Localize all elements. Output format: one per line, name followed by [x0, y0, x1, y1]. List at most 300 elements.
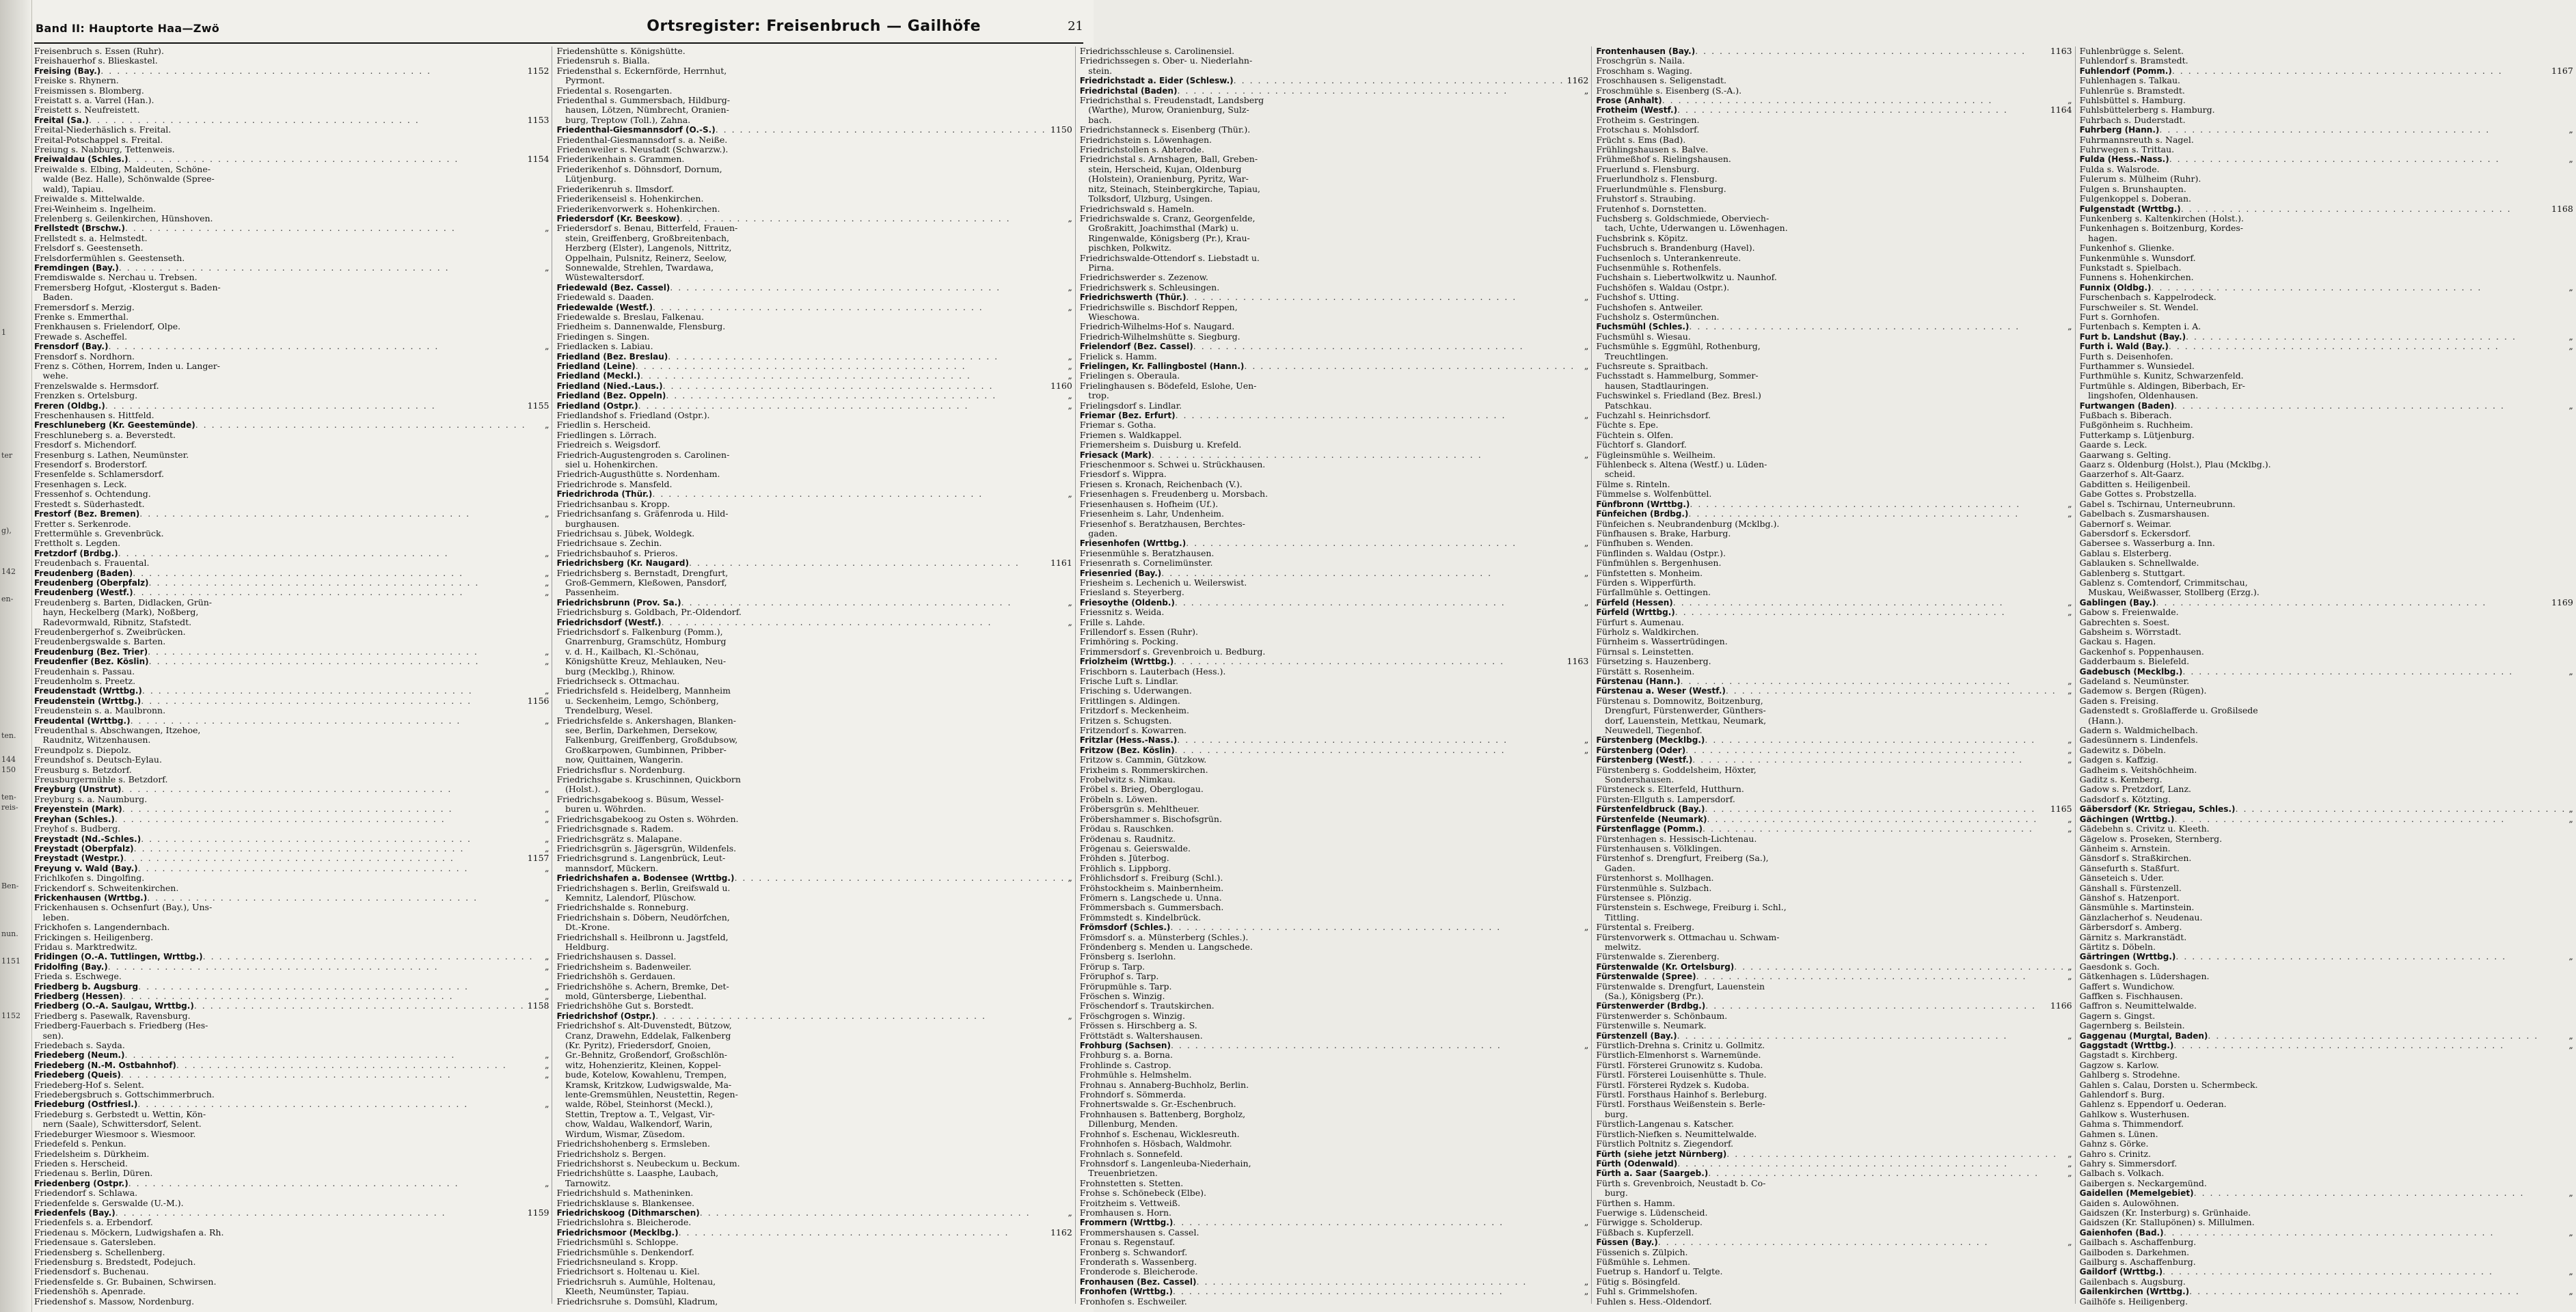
entry-name: Gaffken s. Fischhausen. [2079, 991, 2183, 1001]
leader-dots [1685, 746, 2065, 755]
entry-page-ref: „ [1584, 1286, 1589, 1297]
entry-name: Frenkhausen s. Frielendorf, Olpe. [34, 321, 181, 332]
register-entry [1080, 755, 1589, 765]
entry-name: Gadderbaum s. Bielefeld. [2079, 656, 2190, 667]
register-entry-main-place [1080, 746, 1589, 755]
register-entry [556, 676, 1072, 686]
register-entry [1080, 1139, 1589, 1149]
entry-name: stein, Herscheid, Kujan, Oldenburg [1079, 163, 1242, 174]
register-entry [1596, 834, 2072, 844]
register-entry [34, 371, 549, 381]
register-entry [1080, 647, 1589, 657]
register-entry-main-place [1596, 607, 2072, 617]
entry-name: Fürstenwerder s. Schönbaum. [1596, 1010, 1728, 1021]
entry-name: Friedenthal-Giesmannsdorf s. a. Neiße. [556, 134, 728, 145]
register-entry [1080, 795, 1589, 804]
leader-dots [100, 66, 524, 76]
leader-dots [123, 992, 542, 1001]
register-entry [556, 96, 1072, 105]
register-entry-main-place [1080, 1277, 1589, 1287]
register-entry-main-place [2080, 804, 2573, 814]
register-entry [34, 1248, 549, 1257]
entry-name: Fuchzahl s. Heinrichsdorf. [1596, 410, 1711, 421]
register-entry [2080, 46, 2573, 56]
entry-page-ref: „ [1584, 922, 1589, 933]
leader-dots [131, 716, 542, 726]
register-entry [2080, 1130, 2573, 1139]
register-entry [34, 174, 549, 184]
register-entry [2080, 853, 2573, 863]
entry-name: Fuchsenmühle s. Rothenfels. [1596, 262, 1722, 273]
leader-dots [149, 578, 542, 588]
entry-name: Fürstenhausen s. Völklingen. [1596, 843, 1722, 853]
entry-name: burghausen. [556, 518, 620, 529]
entry-name: Frohnlach s. Sonnefeld. [1079, 1148, 1183, 1159]
entry-name: Fuhlenrüe s. Bramstedt. [2079, 85, 2185, 96]
entry-page-ref: „ [2568, 1266, 2573, 1277]
entry-name: Friedenweiler s. Neustadt (Schwarzw.). [556, 144, 729, 155]
register-entry [2080, 657, 2573, 666]
entry-name: melwitz. [1596, 941, 1642, 952]
register-entry [1080, 696, 1589, 706]
register-entry [2080, 469, 2573, 479]
entry-name: Fürstental s. Freiberg. [1596, 922, 1695, 933]
entry-name: Freishauerhof s. Blieskastel. [34, 55, 158, 66]
entry-name: Frössen s. Hirschberg a. S. [1079, 1020, 1197, 1031]
entry-page-ref: „ [2568, 804, 2573, 815]
leader-dots [1173, 1218, 1582, 1227]
entry-name: Friedreich s. Weigsdorf. [556, 439, 661, 450]
register-entry [1596, 145, 2072, 154]
entry-name: Fürnsal s. Leinstetten. [1596, 646, 1694, 657]
register-entry [2080, 165, 2573, 174]
entry-name: Fritzlar (Hess.-Nass.) [1079, 735, 1178, 746]
register-entry [1080, 115, 1589, 125]
register-entry [1080, 371, 1589, 381]
register-entry [1080, 303, 1589, 312]
register-entry [556, 86, 1072, 96]
register-entry-main-place [556, 125, 1072, 135]
entry-name: Frohnhausen s. Battenberg, Borgholz, [1079, 1108, 1246, 1119]
register-entry [1596, 254, 2072, 263]
entry-page-ref: „ [1068, 873, 1072, 884]
entry-page-ref: „ [545, 991, 550, 1001]
entry-name: Gätkenhagen s. Lüdershagen. [2079, 971, 2210, 982]
entry-name: Freiwaldau (Schles.) [34, 154, 128, 165]
entry-page-ref: „ [2568, 813, 2573, 824]
entry-page-ref: „ [2568, 666, 2573, 676]
register-entry [556, 480, 1072, 489]
register-entry [556, 815, 1072, 824]
entry-name: nern (Saale), Schwittersdorf, Selent. [34, 1119, 202, 1130]
entry-name: Fuchsbruch s. Brandenburg (Havel). [1596, 243, 1755, 254]
entry-name: Frömern s. Langschede u. Unna. [1079, 892, 1222, 903]
register-entry [1596, 234, 2072, 243]
register-entry [556, 500, 1072, 509]
entry-page-ref: „ [2067, 754, 2072, 765]
register-entry-main-place [34, 569, 549, 578]
register-entry [1596, 489, 2072, 499]
register-entry [2080, 361, 2573, 371]
entry-name: Friesenhof s. Beratzhausen, Berchtes- [1079, 518, 1245, 529]
register-entry [2080, 223, 2573, 233]
entry-name: Fürholz s. Waldkirchen. [1596, 626, 1699, 637]
entry-page-ref: „ [2568, 331, 2573, 342]
entry-name: Gärnitz s. Markranstädt. [2079, 931, 2187, 942]
entry-name: Frotheim s. Gestringen. [1596, 114, 1700, 125]
entry-name: Fronderath s. Wassenberg. [1079, 1256, 1197, 1267]
register-entry [1596, 716, 2072, 726]
register-entry [1080, 1011, 1589, 1021]
entry-name: Friedeberg (Neum.) [34, 1050, 125, 1061]
entry-name: Freudenberg (Oberpfalz) [34, 577, 149, 588]
register-entry [556, 1149, 1072, 1159]
register-entry [2080, 1110, 2573, 1119]
leader-dots [2169, 342, 2566, 351]
register-entry [1080, 1267, 1589, 1276]
entry-name: Friedheim s. Dannenwalde, Flensburg. [556, 321, 726, 332]
margin-note: 150 [1, 765, 16, 774]
entry-name: Friedeburg s. Gerbstedt u. Wettin, Kön- [34, 1108, 206, 1119]
register-entry [1080, 1248, 1589, 1257]
register-entry [2080, 696, 2573, 706]
leader-dots [1176, 411, 1582, 420]
entry-name: Fürstenwalde (Kr. Ortelsburg) [1596, 961, 1735, 972]
entry-name: Friedrichswerth (Thür.) [1079, 292, 1187, 303]
register-entry [556, 223, 1072, 233]
register-entry [1596, 864, 2072, 873]
register-entry [34, 627, 549, 637]
leader-dots [1174, 657, 1564, 666]
leader-dots [1707, 815, 2065, 824]
register-entry-main-place [2080, 1188, 2573, 1198]
register-entry [1596, 430, 2072, 440]
entry-name: Fürstenberg (Oder) [1596, 745, 1686, 755]
register-entry-main-place [1596, 1031, 2072, 1041]
register-entry [2080, 76, 2573, 85]
entry-name: Friedrichshohenberg s. Ermsleben. [556, 1138, 710, 1149]
register-entry [1080, 1031, 1589, 1041]
entry-name: Friedrich-Wilhelmshütte s. Siegburg. [1079, 331, 1240, 342]
entry-name: Freren (Oldbg.) [34, 400, 105, 411]
entry-name: Gahry s. Simmersdorf. [2079, 1158, 2178, 1168]
entry-name: Fünfeichen (Brdbg.) [1596, 509, 1689, 519]
entry-name: Friedlin s. Herscheid. [556, 420, 651, 430]
entry-page-ref: 1161 [1050, 558, 1072, 569]
entry-name: Frotheim (Westf.) [1596, 105, 1678, 115]
entry-name: Furt b. Landshut (Bay.) [2079, 331, 2186, 342]
entry-name: Fuhrberg (Hann.) [2079, 125, 2160, 135]
entry-name: Fürstenwalde s. Drengfurt, Lauenstein [1596, 981, 1765, 992]
register-column-1 [34, 46, 552, 1307]
entry-name: Frelsdorf s. Geestenseth. [34, 243, 144, 254]
entry-name: Muskau, Weißwasser, Stollberg (Erzg.). [2079, 587, 2260, 598]
register-entry [34, 194, 549, 204]
register-entry [556, 1130, 1072, 1139]
register-entry [1080, 1021, 1589, 1030]
entry-name: Freystadt (Nd.-Schles.) [34, 834, 141, 844]
register-entry [2080, 686, 2573, 696]
register-entry [34, 765, 549, 775]
register-entry-main-place [556, 1228, 1072, 1238]
entry-name: Fürstl. Forsthaus Hainhof s. Berleburg. [1596, 1089, 1767, 1100]
register-entry [1596, 952, 2072, 961]
register-entry [2080, 391, 2573, 400]
register-entry [556, 1139, 1072, 1149]
register-entry [1596, 1199, 2072, 1208]
register-entry [1596, 1021, 2072, 1030]
entry-name: Fürstlich-Niefken s. Neumittelwalde. [1596, 1128, 1757, 1139]
entry-name: Funkenhof s. Glienke. [2079, 243, 2175, 254]
entry-name: Fuchsmühle s. Eggmühl, Rothenburg, [1596, 341, 1761, 352]
register-entry [2080, 726, 2573, 735]
entry-page-ref: „ [545, 843, 550, 853]
entry-name: Fügleinsmühle s. Weilheim. [1596, 449, 1716, 460]
entry-name: tach, Uchte, Uderwangen u. Löwenhagen. [1596, 223, 1788, 234]
entry-name: lingshofen, Oldenhausen. [2079, 390, 2199, 401]
register-entry [34, 913, 549, 922]
register-entry [1596, 223, 2072, 233]
register-entry-main-place [1596, 598, 2072, 607]
leader-dots [116, 1208, 525, 1218]
entry-name: Fröhlichsdorf s. Freiburg (Schl.). [1079, 873, 1223, 884]
register-entry [1596, 647, 2072, 657]
register-entry [2080, 933, 2573, 942]
entry-page-ref: „ [1584, 361, 1589, 371]
entry-page-ref: „ [2067, 813, 2072, 824]
register-entry [2080, 86, 2573, 96]
register-entry [2080, 322, 2573, 331]
register-entry-main-place [556, 401, 1072, 411]
entry-name: Friedrichslohra s. Bleicherode. [556, 1217, 692, 1228]
register-entry [2080, 371, 2573, 381]
entry-name: Füchte s. Epe. [1596, 420, 1659, 430]
entry-name: Fürstenmühle s. Sulzbach. [1596, 882, 1712, 893]
register-entry [556, 105, 1072, 115]
entry-page-ref: „ [545, 685, 550, 696]
register-entry [1080, 243, 1589, 253]
entry-name: Frommern (Wrttbg.) [1079, 1218, 1174, 1228]
register-entry [1080, 1110, 1589, 1119]
register-entry [34, 469, 549, 479]
entry-page-ref: „ [2067, 744, 2072, 755]
register-entry-main-place [1080, 1218, 1589, 1227]
register-entry [1080, 844, 1589, 853]
entry-name: Friedrichsaue s. Zechin. [556, 538, 662, 549]
entry-name: Gadern s. Waldmichelbach. [2079, 725, 2198, 736]
entry-name: Frohnhofen s. Hösbach, Waldmohr. [1079, 1138, 1232, 1149]
entry-name: Fürstenflagge (Pomm.) [1596, 824, 1703, 834]
register-entry [1080, 1168, 1589, 1178]
entry-name: Friedland (Ostpr.) [556, 400, 638, 411]
register-entry-main-place [34, 864, 549, 873]
register-entry [556, 254, 1072, 263]
register-entry-main-place [2080, 1267, 2573, 1276]
leader-dots [2181, 204, 2549, 214]
register-entry-main-place [556, 371, 1072, 381]
entry-name: Friedrichshöhe s. Achern, Bremke, Det- [556, 981, 729, 992]
register-entry-main-place [1596, 1238, 2072, 1247]
entry-name: Freyhof s. Budberg. [34, 823, 121, 834]
entry-name: Fürsteneck s. Elterfeld, Hutthurn. [1596, 784, 1744, 795]
leader-dots [2175, 952, 2566, 961]
entry-page-ref: „ [2067, 676, 2072, 686]
entry-name: Fritzen s. Schugsten. [1079, 715, 1172, 726]
leader-dots [141, 696, 524, 706]
entry-name: Frensdorf (Bay.) [34, 342, 109, 352]
entry-name: Füssen (Bay.) [1596, 1238, 1658, 1248]
entry-name: Gailhöfe s. Heiligenberg. [2079, 1296, 2188, 1307]
register-entry [556, 1297, 1072, 1307]
leader-dots [1726, 686, 2065, 696]
entry-name: Froschham s. Waging. [1596, 65, 1692, 76]
entry-name: Frohnsdorf s. Langenleuba-Niederhain, [1079, 1158, 1251, 1168]
leader-dots [1186, 292, 1581, 302]
leader-dots [734, 873, 1065, 883]
register-entry [1080, 804, 1589, 814]
register-entry [1596, 460, 2072, 469]
entry-page-ref: „ [545, 951, 550, 962]
entry-name: Gablenz s. Comtendorf, Crimmitschau, [2079, 577, 2248, 588]
entry-page-ref: „ [545, 1059, 550, 1070]
entry-name: Froschgrün s. Naila. [1596, 55, 1685, 66]
register-entry-main-place [1596, 1159, 2072, 1168]
register-entry [34, 1267, 549, 1276]
register-entry [556, 795, 1072, 804]
entry-name: Frömmersbach s. Gummersbach. [1079, 902, 1224, 913]
entry-name: Gailenbach s. Augsburg. [2079, 1276, 2186, 1287]
entry-name: Frenz s. Cöthen, Horrem, Inden u. Langer- [34, 361, 220, 371]
entry-name: Gr.-Behnitz, Großendorf, Großschlön- [556, 1050, 728, 1061]
entry-name: Friedrichsberg s. Bernstadt, Drengfurt, [556, 567, 729, 578]
register-entry [2080, 56, 2573, 66]
register-entry [556, 460, 1072, 469]
register-entry [2080, 96, 2573, 105]
entry-name: Friedrichswille s. Bischdorf Reppen, [1079, 301, 1238, 312]
entry-name: Fuetrup s. Handorf u. Telgte. [1596, 1266, 1723, 1277]
register-entry [2080, 1021, 2573, 1030]
entry-name: Friedrichssegen s. Ober- u. Niederlahn- [1079, 55, 1253, 66]
register-entry [556, 992, 1072, 1001]
entry-name: Frörup s. Tarp. [1079, 961, 1145, 972]
register-entry [556, 667, 1072, 676]
register-entry [34, 607, 549, 617]
register-entry-main-place [34, 1050, 549, 1060]
entry-name: Fuhlendorf (Pomm.) [2079, 66, 2172, 76]
entry-name: Friedrichsgrün s. Jägersgrün, Wildenfels. [556, 843, 737, 853]
entry-name: Freistatt s. a. Varrel (Han.). [34, 95, 154, 106]
register-entry [556, 135, 1072, 145]
entry-name: Friedeberg (Queis) [34, 1070, 121, 1080]
register-entry [1080, 283, 1589, 292]
register-entry [2080, 1001, 2573, 1011]
entry-name: Frielingsdorf s. Lindlar. [1079, 400, 1182, 411]
register-entry [34, 558, 549, 568]
register-entry [34, 76, 549, 85]
entry-name: Froschhausen s. Seligenstadt. [1596, 75, 1727, 86]
entry-name: Fuhlendorf s. Bramstedt. [2079, 55, 2188, 66]
register-entry [2080, 795, 2573, 804]
leader-dots [1695, 46, 2048, 56]
entry-name: Kemnitz, Lalendorf, Plüschow. [556, 892, 696, 903]
entry-name: Gailburg s. Aschaffenburg. [2079, 1256, 2196, 1267]
entry-name: Fürstenau a. Weser (Westf.) [1596, 686, 1726, 696]
leader-dots [1175, 598, 1582, 607]
entry-name: Fresenhagen s. Leck. [34, 478, 127, 489]
entry-page-ref: 1164 [2050, 105, 2072, 115]
register-entry [556, 1050, 1072, 1060]
leader-dots [655, 1011, 1065, 1021]
leader-dots [1662, 96, 2065, 105]
entry-page-ref: 1163 [1567, 656, 1589, 667]
register-entry [1596, 115, 2072, 125]
margin-note: en- [1, 594, 14, 603]
entry-name: Freital-Niederhäslich s. Freital. [34, 124, 172, 135]
register-entry [1596, 588, 2072, 597]
register-entry [34, 332, 549, 342]
entry-page-ref: „ [2067, 321, 2072, 332]
register-entry [1080, 667, 1589, 676]
register-entry [556, 469, 1072, 479]
register-entry [1596, 942, 2072, 952]
entry-name: (Holstein), Oranienburg, Pyritz, War- [1079, 174, 1249, 184]
entry-name: Frohndorf s. Sömmerda. [1079, 1089, 1187, 1100]
register-entry [556, 342, 1072, 351]
register-entry [1080, 716, 1589, 726]
register-entry [34, 972, 549, 981]
volume-title: Band II: Hauptorte Haa—Zwö [36, 22, 220, 35]
register-entry [1596, 1267, 2072, 1276]
register-entry [34, 746, 549, 755]
entry-name: Furschenbach s. Kappelrodeck. [2079, 292, 2216, 303]
entry-name: Freudenstadt (Wrttbg.) [34, 686, 142, 696]
entry-name: Gadgen s. Kaffzig. [2079, 754, 2159, 765]
register-entry [556, 1277, 1072, 1287]
entry-name: Fressenhof s. Ochtendung. [34, 489, 151, 500]
entry-page-ref: „ [1584, 449, 1589, 460]
entry-name: Fuchshofen s. Antweiler. [1596, 301, 1703, 312]
entry-name: Fuchshöfen s. Waldau (Ostpr.). [1596, 282, 1730, 292]
register-entry [34, 1188, 549, 1198]
entry-name: Funkstadt s. Spielbach. [2079, 262, 2182, 273]
entry-page-ref: 1159 [527, 1207, 550, 1218]
entry-name: Fürth a. Saar (Saargeb.) [1596, 1168, 1709, 1179]
register-entry [1596, 1208, 2072, 1218]
entry-name: Friedenau s. Möckern, Ludwigshafen a. Rh. [34, 1227, 224, 1238]
register-entry [34, 254, 549, 263]
register-entry [2080, 1119, 2573, 1129]
entry-name: Frixheim s. Rommerskirchen. [1079, 764, 1208, 775]
entry-name: Friedrichshöhe Gut s. Borstedt. [556, 1000, 694, 1011]
entry-name: dorf, Lauenstein, Mettkau, Neumark, [1596, 715, 1767, 726]
leader-dots [1175, 746, 1582, 755]
register-entry [1080, 194, 1589, 204]
entry-name: Frörupmühle s. Tarp. [1079, 981, 1172, 992]
register-entry [1596, 283, 2072, 292]
entry-name: Gagzow s. Karlow. [2079, 1059, 2159, 1070]
entry-name: Großrakitt, Joachimsthal (Mark) u. [1079, 223, 1239, 234]
register-entry [1080, 420, 1589, 430]
register-entry-main-place [34, 982, 549, 992]
register-entry-main-place [1080, 922, 1589, 932]
entry-name: Frittlingen s. Aldingen. [1079, 695, 1180, 706]
register-entry [1080, 519, 1589, 529]
register-entry [1596, 440, 2072, 450]
entry-name: Friedeberg-Hof s. Selent. [34, 1079, 144, 1090]
register-entry [2080, 430, 2573, 440]
leader-dots [2172, 66, 2549, 76]
leader-dots [108, 962, 542, 972]
